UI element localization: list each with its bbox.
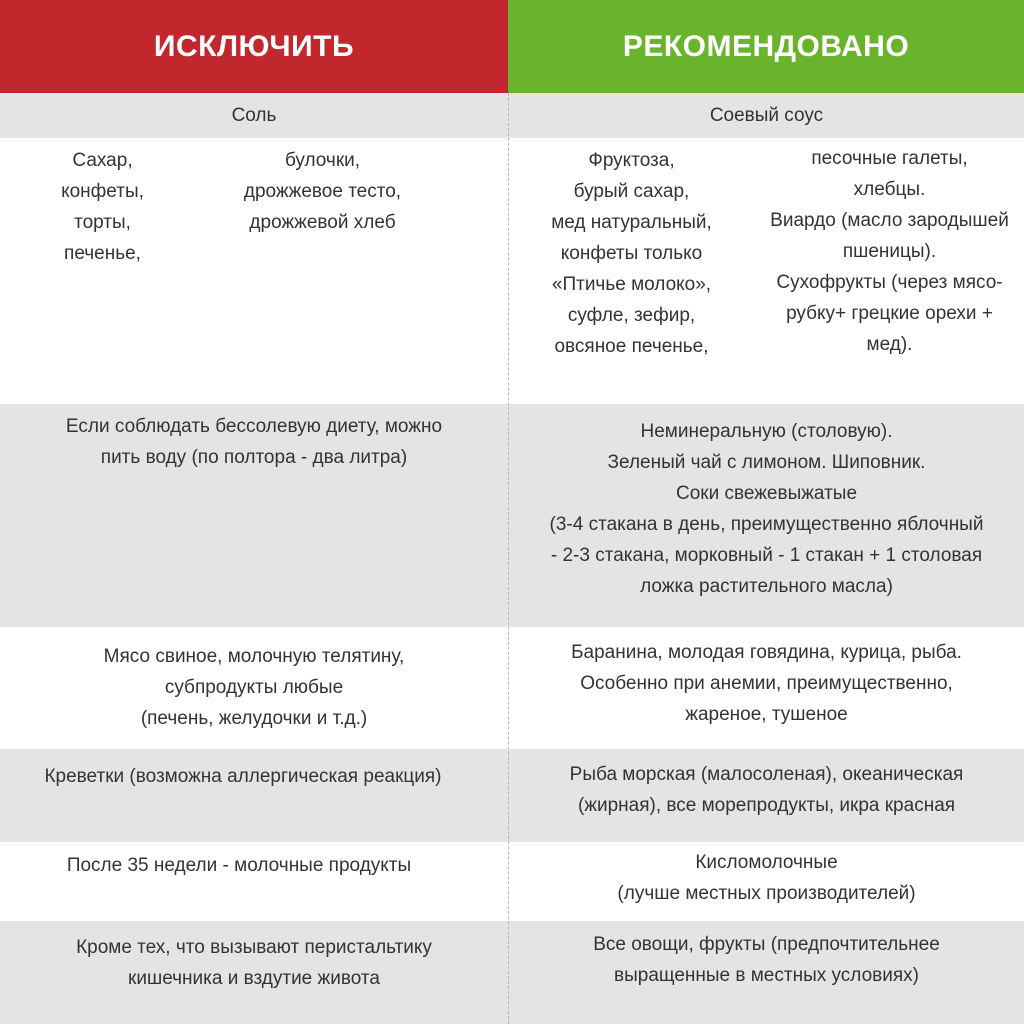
exclude-cell: [0, 921, 508, 1024]
cell-line: рубку+ грецкие орехи +: [786, 303, 993, 324]
cell-line: Баранина, молодая говядина, курица, рыба.: [571, 642, 962, 663]
recommend-header-label: РЕКОМЕНДОВАНО: [622, 29, 910, 63]
cell-line: Фруктоза,: [588, 150, 675, 171]
cell-line: кишечника и вздутие живота: [128, 968, 380, 989]
recommend-cell: [509, 842, 1024, 921]
column-divider: [508, 93, 509, 1024]
cell-line: Соевый соус: [709, 105, 824, 126]
table-header: [0, 0, 1024, 93]
cell-line: пшеницы).: [842, 241, 937, 262]
cell-line: пить воду (по полтора - два литра): [100, 447, 408, 468]
cell-line: После 35 недели - молочные продукты: [66, 855, 412, 876]
exclude-subcolumn-b: [210, 145, 435, 404]
cell-line: Креветки (возможна аллергическая реакция): [44, 766, 442, 787]
cell-line: мед).: [866, 334, 913, 355]
cell-line: конфеты,: [61, 181, 144, 202]
cell-line: Соки свежевыжатые: [675, 483, 858, 504]
exclude-cell: [0, 842, 508, 921]
cell-line: жареное, тушеное: [685, 704, 848, 725]
exclude-cell: [0, 749, 508, 842]
recommend-subcolumn-a: [509, 145, 754, 404]
cell-line: дрожжевое тесто,: [243, 181, 402, 202]
cell-line: Рыба морская (малосоленая), океаническая: [569, 764, 964, 785]
cell-line: (3-4 стакана в день, преимущественно яблочный: [549, 514, 984, 535]
cell-line: дрожжевой хлеб: [249, 212, 396, 233]
table-row: [0, 749, 1024, 842]
table-row: [0, 404, 1024, 627]
cell-line: (лучше местных производителей): [617, 883, 916, 904]
recommend-header: [508, 0, 1024, 93]
table-row: [0, 627, 1024, 749]
recommend-cell: [509, 627, 1024, 749]
exclude-cell: [0, 404, 508, 627]
cell-line: конфеты только: [560, 243, 703, 264]
cell-line: Зеленый чай с лимоном. Шиповник.: [607, 452, 926, 473]
cell-line: Если соблюдать бессолевую диету, можно: [65, 416, 443, 437]
exclude-cell: [0, 627, 508, 749]
cell-line: Сухофрукты (через мясо-: [776, 272, 1003, 293]
cell-line: Кроме тех, что вызывают перистальтику: [76, 937, 432, 958]
cell-line: (жирная), все морепродукты, икра красная: [577, 795, 956, 816]
exclude-header: [0, 0, 508, 93]
recommend-subcolumn-b: [755, 143, 1024, 404]
cell-line: Соль: [231, 105, 277, 126]
table-row: [0, 842, 1024, 921]
exclude-cell: [0, 138, 508, 404]
table-row: [0, 921, 1024, 1024]
cell-line: булочки,: [284, 150, 361, 171]
cell-line: Кисломолочные: [695, 852, 838, 873]
table-row: [0, 138, 1024, 404]
cell-line: Сахар,: [72, 150, 133, 171]
cell-line: Виардо (масло зародышей: [770, 210, 1009, 231]
cell-line: овсяное печенье,: [554, 336, 709, 357]
cell-line: Особенно при анемии, преимущественно,: [580, 673, 953, 694]
recommend-cell: [509, 404, 1024, 627]
cell-line: хлебцы.: [853, 179, 926, 200]
cell-line: Неминеральную (столовую).: [640, 421, 893, 442]
cell-line: торты,: [74, 212, 131, 233]
cell-line: ложка растительного масла): [640, 576, 893, 597]
cell-line: Мясо свиное, молочную телятину,: [103, 646, 405, 667]
exclude-header-label: ИСКЛЮЧИТЬ: [153, 29, 355, 63]
cell-line: суфле, зефир,: [567, 305, 696, 326]
exclude-cell: [0, 93, 508, 138]
cell-line: субпродукты любые: [164, 677, 344, 698]
cell-line: выращенные в местных условиях): [614, 965, 919, 986]
recommend-cell: [509, 921, 1024, 1024]
cell-line: Все овощи, фрукты (предпочтительнее: [593, 934, 940, 955]
cell-line: бурый сахар,: [573, 181, 690, 202]
recommend-cell: [509, 138, 1024, 404]
cell-line: «Птичье молоко»,: [551, 274, 712, 295]
cell-line: мед натуральный,: [551, 212, 712, 233]
recommend-cell: [509, 749, 1024, 842]
cell-line: (печень, желудочки и т.д.): [140, 708, 368, 729]
cell-line: - 2-3 стакана, морковный - 1 стакан + 1 столовая: [550, 545, 983, 566]
recommend-cell: [509, 93, 1024, 138]
cell-line: печенье,: [64, 243, 141, 264]
table-row: [0, 93, 1024, 138]
cell-line: песочные галеты,: [811, 148, 968, 169]
exclude-subcolumn-a: [0, 145, 205, 404]
